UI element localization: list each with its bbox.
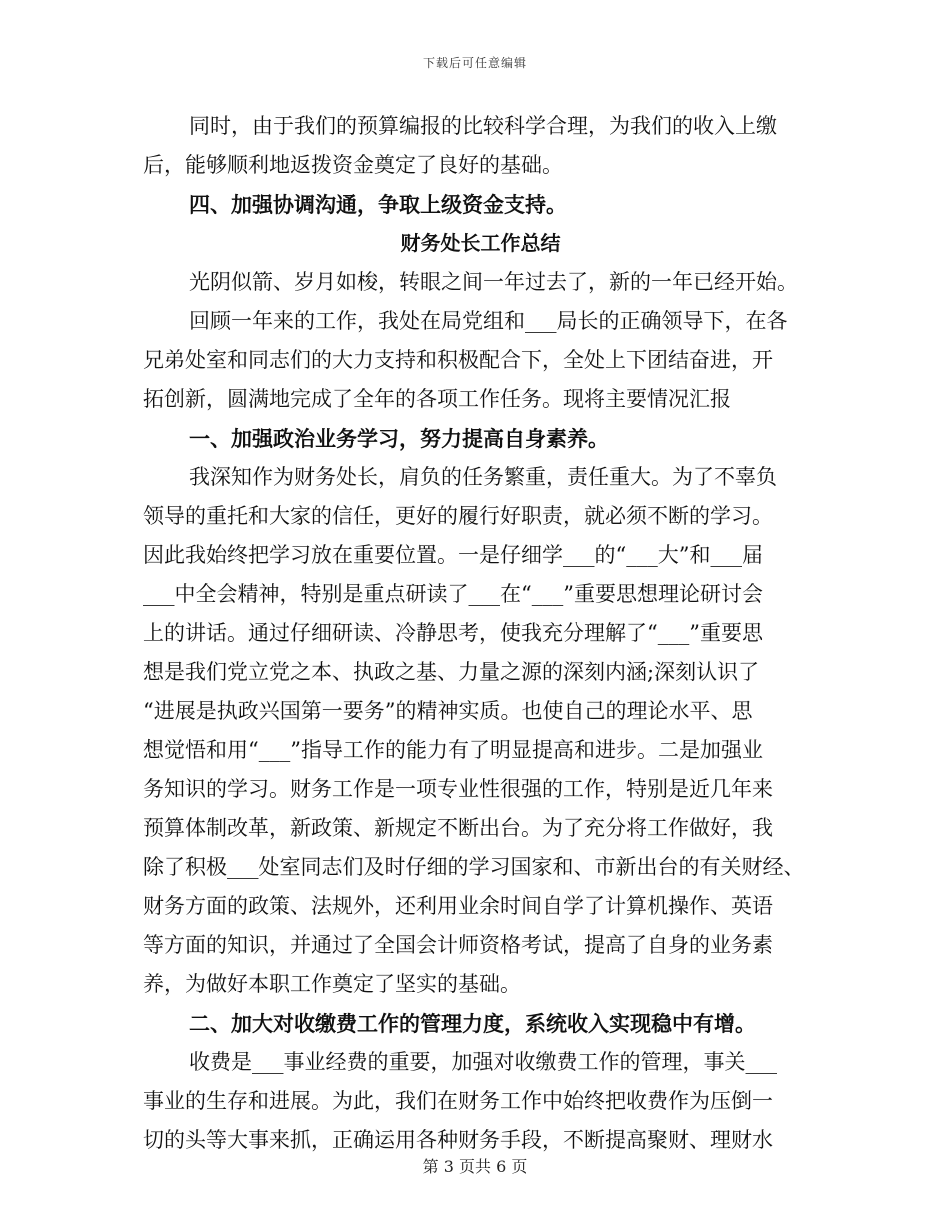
text-line: 兄弟处室和同志们的大力支持和积极配合下，全处上下团结奋进，开 [143,348,773,372]
page-header: 下载后可任意编辑 [422,56,527,70]
section-heading: 二、加大对收缴费工作的管理力度，系统收入实现稳中有增。 [189,1011,756,1036]
text-line: 后，能够顺利地返拨资金奠定了良好的基础。 [143,153,563,177]
section-heading: 一、加强政治业务学习，努力提高自身素养。 [189,426,609,451]
text-line: “进展是执政兴国第一要务”的精神实质。也使自己的理论水平、思 [143,699,753,723]
text-line: 想觉悟和用“___”指导工作的能力有了明显提高和进步。二是加强业 [143,738,763,762]
text-line: 光阴似箭、岁月如梭，转眼之间一年过去了，新的一年已经开始。 [189,270,798,294]
document-title: 财务处长工作总结 [400,231,561,255]
text-line: 想是我们党立党之本、执政之基、力量之源的深刻内涵;深刻认识了 [143,660,760,684]
text-line: 拓创新，圆满地完成了全年的各项工作任务。现将主要情况汇报 [143,387,731,411]
page-footer: 第 3 页共 6 页 [422,1157,528,1176]
text-line: 务知识的学习。财务工作是一项专业性很强的工作，特别是近几年来 [143,777,773,801]
section-heading: 四、加强协调沟通，争取上级资金支持。 [189,192,567,217]
text-line: 财务方面的政策、法规外，还利用业余时间自学了计算机操作、英语 [143,894,773,918]
text-line: 因此我始终把学习放在重要位置。一是仔细学___的“___大”和___届 [143,543,763,567]
text-line: 收费是___事业经费的重要，加强对收缴费工作的管理，事关___ [189,1050,777,1074]
text-line: 同时，由于我们的预算编报的比较科学合理，为我们的收入上缴 [189,114,777,138]
text-line: 除了积极___处室同志们及时仔细的学习国家和、市新出台的有关财经、 [143,855,805,879]
text-line: 切的头等大事来抓，正确运用各种财务手段，不断提高聚财、理财水 [143,1128,773,1152]
text-line: 预算体制改革，新政策、新规定不断出台。为了充分将工作做好，我 [143,816,773,840]
text-line: 事业的生存和进展。为此，我们在财务工作中始终把收费作为压倒一 [143,1089,773,1113]
document-body [143,107,818,1160]
text-line: 我深知作为财务处长，肩负的任务繁重，责任重大。为了不辜负 [189,465,777,489]
text-line: 回顾一年来的工作，我处在局党组和___局长的正确领导下，在各 [189,309,788,333]
text-line: 等方面的知识，并通过了全国会计师资格考试，提高了自身的业务素 [143,933,773,957]
text-line: 养，为做好本职工作奠定了坚实的基础。 [143,972,521,996]
text-line: 领导的重托和大家的信任，更好的履行好职责，就必须不断的学习。 [143,504,773,528]
text-line: 上的讲话。通过仔细研读、冷静思考，使我充分理解了“___”重要思 [143,621,763,645]
text-line: ___中全会精神，特别是重点研读了___在“___”重要思想理论研讨会 [143,582,763,606]
